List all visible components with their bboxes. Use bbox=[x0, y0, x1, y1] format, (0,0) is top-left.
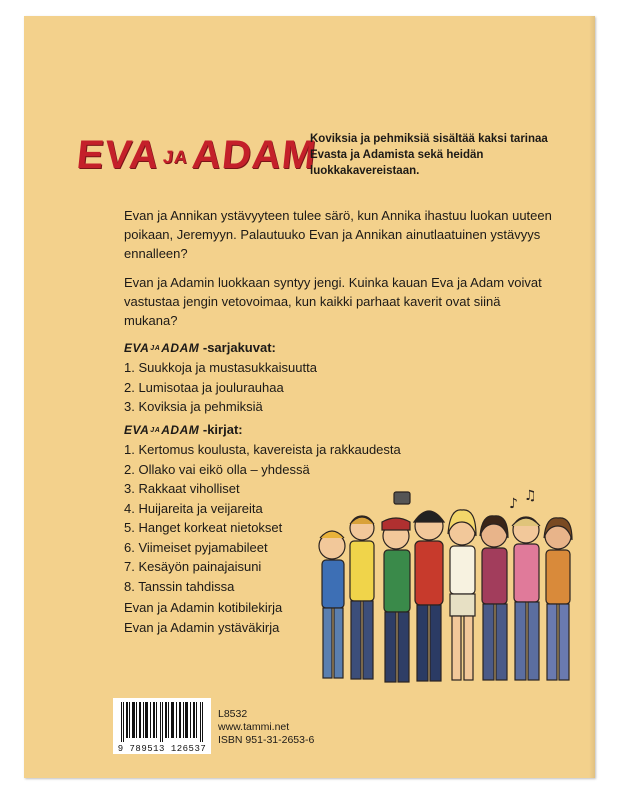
list-item: 1. Kertomus koulusta, kavereista ja rakkaudesta bbox=[124, 442, 401, 457]
mini-logo: EVAJAADAM bbox=[124, 341, 200, 355]
list-item: 1. Suukkoja ja mustasukkaisuutta bbox=[124, 360, 317, 375]
series-logo bbox=[75, 133, 319, 178]
barcode bbox=[113, 698, 211, 754]
books-heading bbox=[124, 422, 243, 437]
mini-logo: EVAJAADAM bbox=[124, 423, 200, 437]
list-item: 3. Rakkaat viholliset bbox=[124, 481, 240, 496]
books-heading-label: -kirjat: bbox=[202, 422, 243, 437]
list-item: Evan ja Adamin kotibilekirja bbox=[124, 600, 283, 615]
comics-heading-label: -sarjakuvat: bbox=[202, 340, 276, 355]
comics-list bbox=[124, 358, 317, 417]
svg-text:♪: ♪ bbox=[509, 496, 518, 512]
list-item: 8. Tanssin tahdissa bbox=[124, 578, 235, 594]
logo-adam: ADAM bbox=[190, 133, 319, 177]
list-item: 5. Hanget korkeat nietokset bbox=[124, 520, 283, 535]
logo-eva: EVA bbox=[74, 133, 162, 177]
list-item: 2. Ollako vai eikö olla – yhdessä bbox=[124, 461, 310, 477]
extra-books bbox=[124, 598, 282, 637]
logo-ja: JA bbox=[162, 146, 190, 167]
isbn: ISBN 951-31-2653-6 bbox=[218, 734, 315, 746]
cover-blurb: Koviksia ja pehmiksiä sisältää kaksi tarinaa Evasta ja Adamista sekä heidän luokkakavereistaan. bbox=[310, 133, 548, 177]
barcode-digits: 9 789513 126537 bbox=[117, 744, 207, 754]
publisher-info bbox=[218, 708, 314, 747]
book-back-cover bbox=[24, 16, 595, 778]
characters-illustration bbox=[314, 486, 579, 696]
list-item: Evan ja Adamin ystäväkirja bbox=[124, 619, 280, 635]
svg-text:♫: ♫ bbox=[524, 488, 537, 504]
list-item: 3. Koviksia ja pehmiksiä bbox=[124, 399, 263, 414]
barcode-bars bbox=[121, 702, 203, 742]
list-item: 2. Lumisotaa ja joulurauhaa bbox=[124, 379, 284, 395]
list-item: 6. Viimeiset pyjamabileet bbox=[124, 539, 268, 555]
list-item: 7. Kesäyön painajaisuni bbox=[124, 559, 262, 574]
story-summary-1: Evan ja Annikan ystävyyteen tulee särö, kun Annika ihastuu luokan uuteen poikaan, Jeremyyn. Palautuuko Evan ja Annikan ainutlaatuinen ystävyys ennalleen? bbox=[124, 208, 552, 261]
product-code: L8532 bbox=[218, 708, 248, 720]
list-item: 4. Huijareita ja veijareita bbox=[124, 500, 263, 516]
comics-heading bbox=[124, 340, 276, 355]
story-summary-2: Evan ja Adamin luokkaan syntyy jengi. Kuinka kauan Eva ja Adam voivat vastustaa jengin vetovoimaa, kun kaikki parhaat kaverit ovat siinä mukana? bbox=[124, 275, 542, 328]
publisher-url: www.tammi.net bbox=[218, 721, 290, 733]
